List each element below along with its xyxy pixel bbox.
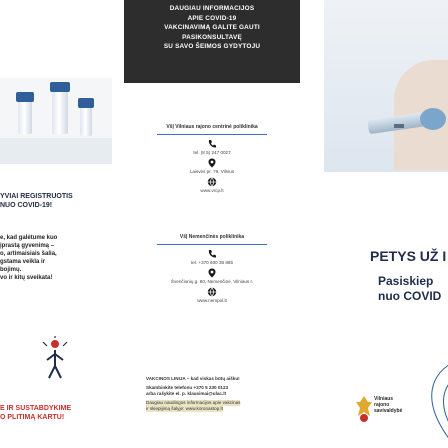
decorative-arc xyxy=(410,360,448,440)
info-header-box: DAUGIAU INFORMACIJOS APIE COVID-19 VAKCINAVIMĄ GALITE GAUTI PASIKONSULTAVĘ SU SAVO ŠEIMOS GYDYTOJU xyxy=(124,0,300,83)
right-subtitle: Pasiskiep nuo COVID xyxy=(378,274,442,303)
vilnius-district-logo-text: Vilniaus rajono savivaldybė xyxy=(374,396,403,414)
vial-image xyxy=(80,106,92,136)
shoulder-vaccination-photo xyxy=(324,0,448,172)
vaccination-hotline-info xyxy=(146,376,296,412)
more-info-link: ir skiepijimą šalyje: www.koronastop.lt xyxy=(146,406,223,411)
hotline-email: arba rašykite el. p. klausimai@ulac.lt xyxy=(146,391,227,396)
family-icon xyxy=(40,336,70,386)
phone-icon xyxy=(207,139,217,149)
clinic-phone: tel. +370 600 38 885 xyxy=(190,260,234,265)
stop-spread-cta: E IR SUSTABDYKIME O PLITIMĄ KARTU! xyxy=(0,405,72,421)
vial-image xyxy=(18,100,32,134)
clinic-name: VšĮ Vilniaus rajono centrinė poliklinika xyxy=(166,124,258,130)
clinic-phone: tel. (8 5) 247 0027 xyxy=(193,150,231,155)
right-panel xyxy=(324,0,448,448)
globe-icon xyxy=(207,177,217,187)
more-info-text: Daugiau naudingos informacijos apie vakcinas xyxy=(146,400,241,405)
clinic-nemencine xyxy=(124,234,300,304)
globe-icon xyxy=(207,287,217,297)
hotline-phone: Skambinkite telefonu +370 5 230 0123 xyxy=(146,385,229,390)
right-headline: PETYS UŽ I xyxy=(370,248,447,264)
location-pin-icon xyxy=(207,158,217,168)
vial-image xyxy=(52,90,68,134)
clinic-address: Laisvės pr. 79, Vilnius xyxy=(189,169,235,174)
clinic-address: Švenčionių g. 80, Nemenčinė, Vilniaus r. xyxy=(170,279,254,284)
left-panel xyxy=(0,0,112,448)
divider-line xyxy=(157,134,267,135)
divider-line xyxy=(157,244,267,245)
location-pin-icon xyxy=(207,268,217,278)
clinic-name: VšĮ Nemenčinės poliklinika xyxy=(179,234,245,240)
middle-panel xyxy=(124,0,300,448)
clinic-website[interactable]: www.vrcp.lt xyxy=(200,188,224,193)
left-body-text: e, kad galėtume kuo įprastą gyvenimą – o, artimaisiais šalia, gstama veikla ir bojimų. vo ir kitų sveikata! xyxy=(0,235,58,281)
clinic-vilnius-district xyxy=(124,124,300,194)
hotline-title: VAKCINOS LINIJA – kad viskas būtų aišku! xyxy=(146,376,240,381)
registration-heading: YVIAI REGISTRUOTIS NUO COVID-19! xyxy=(0,193,73,209)
phone-icon xyxy=(207,249,217,259)
clinic-website[interactable]: www.nempol.lt xyxy=(197,298,227,303)
vilnius-district-crest xyxy=(356,396,372,424)
vaccine-vials-photo xyxy=(0,78,112,164)
